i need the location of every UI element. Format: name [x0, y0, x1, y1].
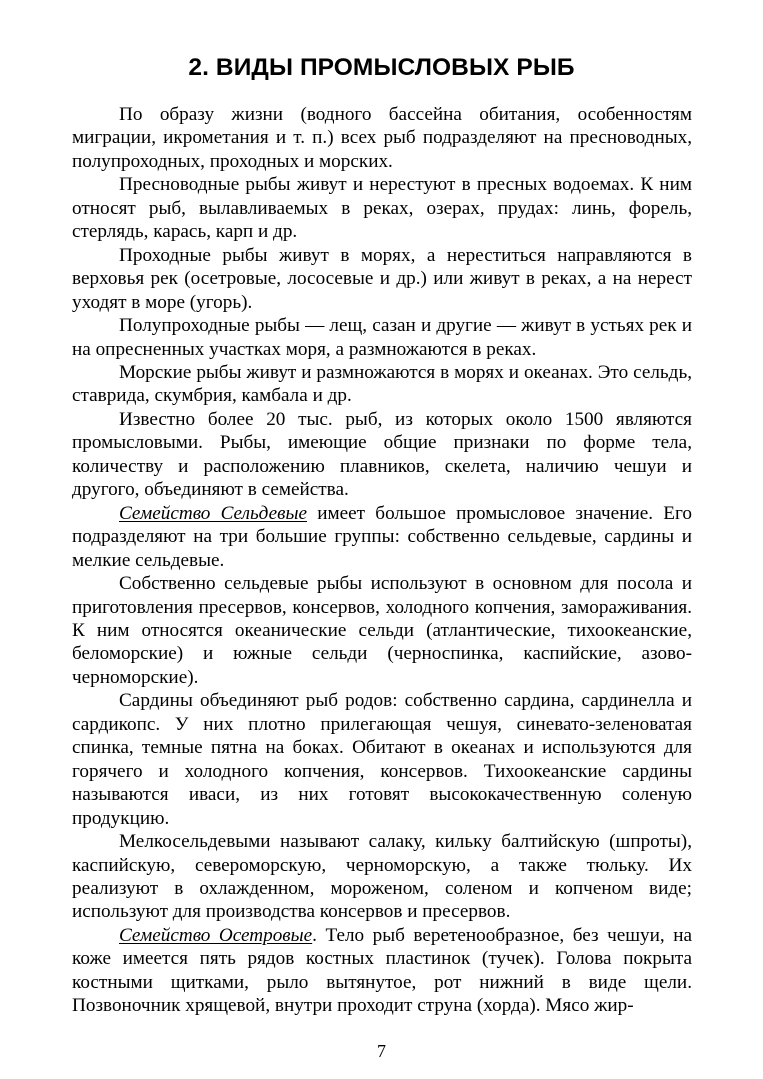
paragraph-text: Проходные рыбы живут в морях, а нереститься направляются в верховья рек (осетровые, лососевые и др.) или живут в реках, а на нерест уходят в море (угорь). [72, 244, 692, 313]
paragraph-text: Сардины объединяют рыб родов: собственно сардина, сардинелла и сардикопс. У них плотно прилегающая чешуя, синевато-зеленоватая спинка, темные пятна на боках. Обитают в океанах и используются для горячего и холодного копчения, консервов. Тихоокеанские сардины называются иваси, из них готовят высококачественную соленую продукцию. [72, 690, 692, 829]
paragraph-semi-anadromous [72, 314, 692, 361]
paragraph-migration [72, 103, 692, 173]
paragraph-text: имеет большое промысловое значение. Его подразделяют на три большие группы: собственно сельдевые, сардины и мелкие сельдевые. [72, 502, 692, 571]
paragraph-sardines [72, 689, 692, 830]
paragraph-text: Полупроходные рыбы — лещ, сазан и другие — живут в устьях рек и на опресненных участках моря, а размножаются в реках. [72, 315, 692, 360]
paragraph-text: Известно более 20 тыс. рыб, из которых около 1500 являются промысловыми. Рыбы, имеющие общие признаки по форме тела, количеству и расположению плавников, скелета, наличию чешуи и другого, объединяют в семейства. [72, 408, 692, 501]
paragraph-text: По образу жизни (водного бассейна обитания, особенностям миграции, икрометания и т. п.) всех рыб подразделяют на пресноводных, полупроходных, проходных и морских. [72, 104, 692, 172]
paragraph-text: . Тело рыб веретенообразное, без чешуи, на коже имеется пять рядов костных пластинок (тучек). Голова покрыта костными щитками, рыло вытянутое, рот нижний в виде щели. Позвоночник хрящевой, внутри проходит струна (хорда). Мясо жир- [72, 924, 692, 1017]
paragraph-herring-family [72, 502, 692, 572]
paragraph-text: Мелкосельдевыми называют салаку, кильку балтийскую (шпроты), каспийскую, североморскую, черноморскую, а также тюльку. Их реализуют в охлажденном, мороженом, соленом и копченом виде; используют для производства консервов и пресервов. [72, 831, 692, 923]
family-name-sturgeon: Семейство Осетровые [119, 924, 313, 946]
page-number: 7 [377, 1041, 386, 1061]
paragraph-anadromous [72, 244, 692, 314]
paragraph-text: Пресноводные рыбы живут и нерестуют в пресных водоемах. К ним относят рыб, вылавливаемых в реках, озерах, прудах: линь, форель, стерлядь, карась, карп и др. [72, 174, 692, 243]
paragraph-freshwater [72, 173, 692, 243]
body-text [72, 103, 692, 1018]
paragraph-text: Собственно сельдевые рыбы используют в основном для посола и приготовления пресервов, консервов, холодного копчения, замораживания. К ним относятся океанические сельди (атлантические, тихоокеанские, беломорские) и южные сельди (черноспинка, каспийские, азово-черноморские). [72, 573, 692, 688]
paragraph-sturgeon-family [72, 924, 692, 1018]
paragraph-text: Морские рыбы живут и размножаются в морях и океанах. Это сельдь, ставрида, скумбрия, камбала и др. [72, 361, 692, 407]
paragraph-herring-proper [72, 572, 692, 689]
paragraph-small-herring [72, 830, 692, 924]
paragraph-marine [72, 361, 692, 408]
page-title: 2. ВИДЫ ПРОМЫСЛОВЫХ РЫБ [188, 54, 575, 81]
paragraph-families [72, 408, 692, 502]
family-name-herring: Семейство Сельдевые [119, 502, 307, 524]
